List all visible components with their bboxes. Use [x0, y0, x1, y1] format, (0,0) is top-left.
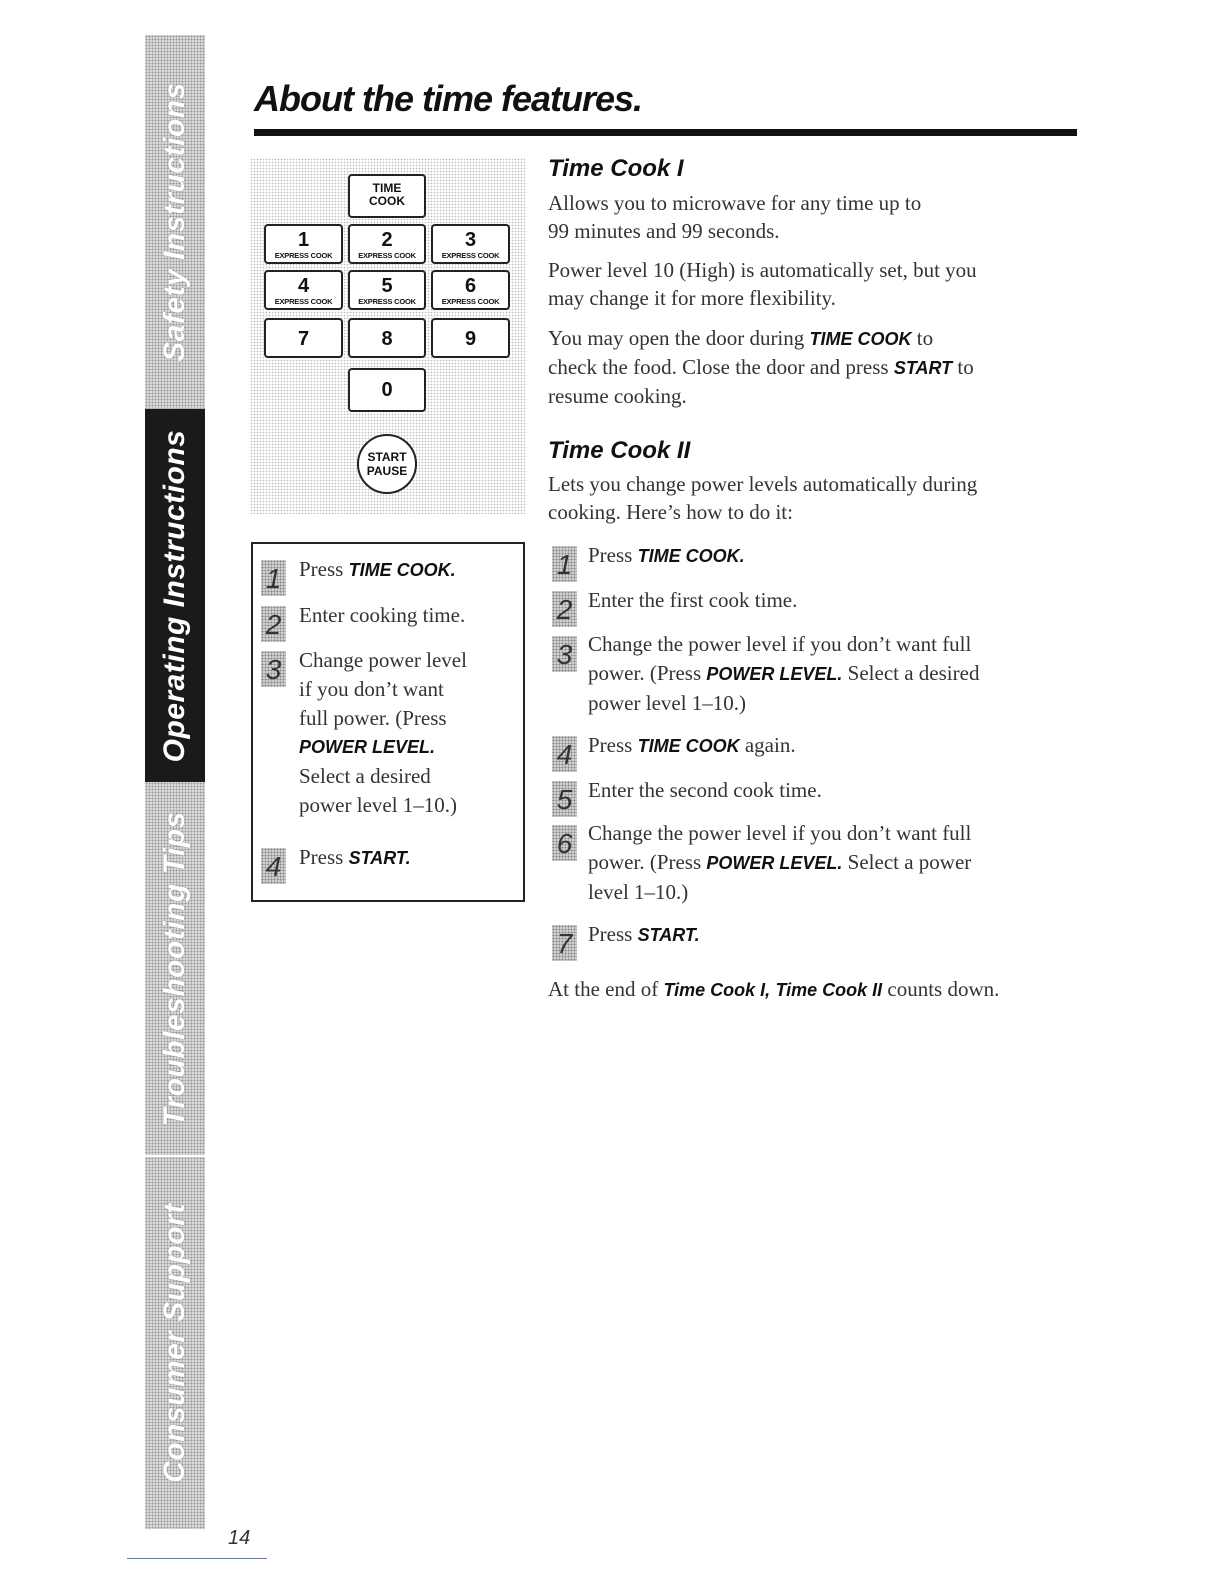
- time-cook-2-intro: Lets you change power levels automatically during cooking. Here’s how to do it:: [548, 472, 978, 524]
- right-step-7: Press START.: [588, 922, 700, 946]
- tab-safety-instructions[interactable]: [145, 35, 205, 409]
- page-title: About the time features.: [254, 78, 643, 119]
- keypad-key-2: 2 EXPRESS COOK: [348, 224, 426, 264]
- keypad-key-3: 3 EXPRESS COOK: [431, 224, 510, 264]
- tab-consumer-support[interactable]: [145, 1157, 205, 1529]
- step-number-badge: 1: [552, 546, 577, 582]
- keypad-illustration: [250, 158, 525, 514]
- step-number-badge: 7: [552, 925, 577, 961]
- tab-label: Troubleshooting Tips: [158, 810, 191, 1127]
- step-number-badge: 1: [261, 560, 286, 596]
- right-step-1: Press TIME COOK.: [588, 543, 745, 567]
- title-rule: [254, 129, 1077, 136]
- right-step-3: Change the power level if you don’t want full power. (Press POWER LEVEL. Select a desired power level 1–10.): [588, 632, 980, 715]
- page-number: 14: [228, 1527, 251, 1549]
- tab-label: Safety Instructions: [158, 82, 191, 362]
- keypad-key-6: 6 EXPRESS COOK: [431, 270, 510, 310]
- step-number-badge: 2: [552, 591, 577, 627]
- right-step-2: Enter the first cook time.: [588, 588, 798, 612]
- section-heading-time-cook-1: Time Cook I: [548, 155, 684, 182]
- left-step-4: Press START.: [299, 845, 411, 869]
- start-pause-key: START PAUSE: [357, 434, 417, 494]
- right-step-5: Enter the second cook time.: [588, 778, 822, 802]
- left-step-2: Enter cooking time.: [299, 603, 466, 627]
- step-number-badge: 4: [552, 736, 577, 772]
- section-heading-time-cook-2: Time Cook II: [548, 437, 691, 464]
- time-cook-key: TIME COOK: [348, 174, 426, 218]
- tab-label: Consumer Support: [158, 1203, 191, 1483]
- keypad-key-9: 9: [431, 318, 510, 358]
- right-step-6: Change the power level if you don’t want full power. (Press POWER LEVEL. Select a power level 1–10.): [588, 821, 972, 904]
- time-cook-1-paragraph-3: You may open the door during TIME COOK to check the food. Close the door and press START to resume cooking.: [548, 326, 974, 408]
- step-number-badge: 4: [261, 848, 286, 884]
- time-cook-1-paragraph-1: Allows you to microwave for any time up to 99 minutes and 99 seconds.: [548, 191, 922, 243]
- time-cook-1-paragraph-2: Power level 10 (High) is automatically set, but you may change it for more flexibility.: [548, 258, 977, 310]
- left-step-1: Press TIME COOK.: [299, 557, 456, 581]
- keypad-key-8: 8: [348, 318, 426, 358]
- left-step-3: Change power level if you don’t want full power. (Press POWER LEVEL. Select a desired power level 1–10.): [299, 648, 467, 817]
- keypad-key-5: 5 EXPRESS COOK: [348, 270, 426, 310]
- time-cook-2-footer: At the end of Time Cook I, Time Cook II counts down.: [548, 977, 1000, 1001]
- keypad-key-1: 1 EXPRESS COOK: [264, 224, 343, 264]
- footer-line: [127, 1558, 267, 1559]
- keypad-key-4: 4 EXPRESS COOK: [264, 270, 343, 310]
- step-number-badge: 2: [261, 606, 286, 642]
- right-step-4: Press TIME COOK again.: [588, 733, 796, 757]
- keypad-key-0: 0: [348, 368, 426, 412]
- step-number-badge: 6: [552, 825, 577, 861]
- step-number-badge: 5: [552, 781, 577, 817]
- step-number-badge: 3: [261, 651, 286, 687]
- tab-troubleshooting-tips[interactable]: [145, 782, 205, 1155]
- step-number-badge: 3: [552, 636, 577, 672]
- keypad-key-7: 7: [264, 318, 343, 358]
- tab-operating-instructions[interactable]: [145, 409, 205, 782]
- tab-label: Operating Instructions: [158, 429, 191, 762]
